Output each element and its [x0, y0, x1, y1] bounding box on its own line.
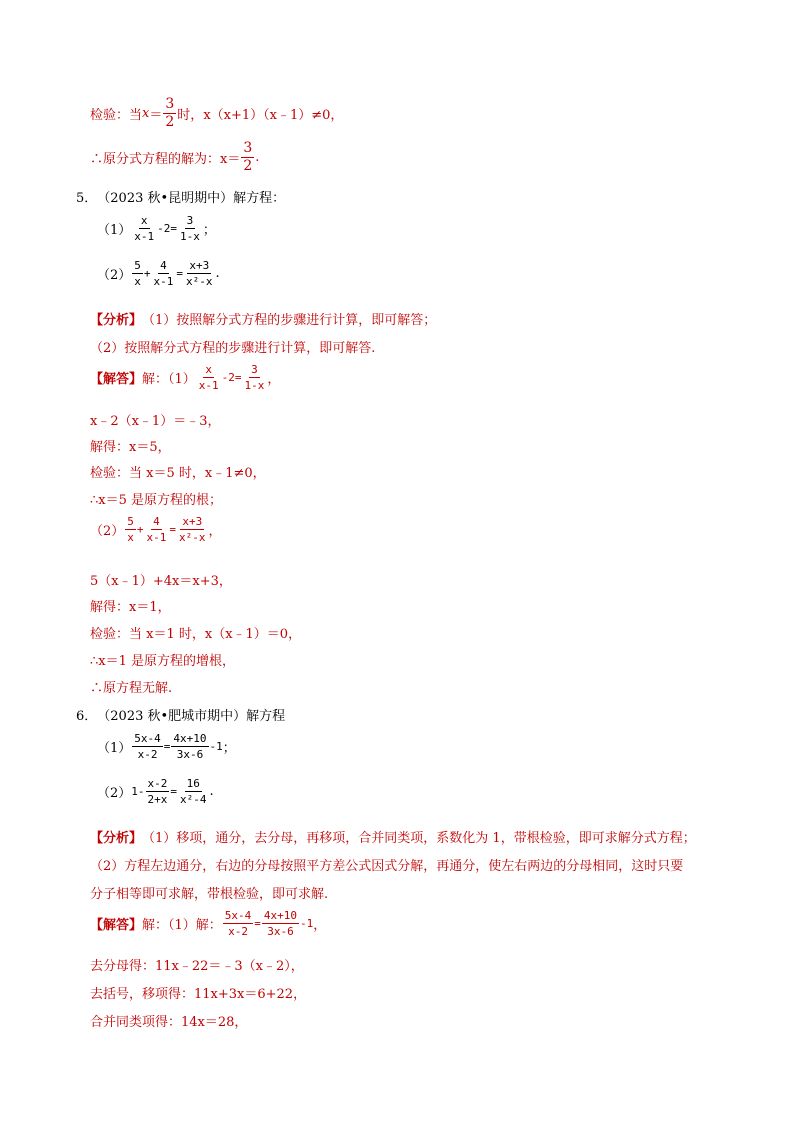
- answer-5-step-7: 5（x﹣1）+4x＝x+3，: [90, 574, 232, 589]
- question-6-title: 6． （2023 秋•肥城市期中）解方程: [76, 709, 286, 724]
- analysis-6-line-3: 分子相等即可求解，带根检验，即可求解.: [90, 887, 329, 902]
- solution-line: ∴原分式方程的解为： x＝ $\frac{3}{2}$ .: [90, 140, 260, 174]
- answer-5-step-5: ∴x＝5 是原方程的根；: [90, 493, 223, 508]
- analysis-5-line-2: （2）按照解分式方程的步骤进行计算，即可解答.: [90, 341, 376, 356]
- question-5-title: 5． （2023 秋•昆明期中）解方程：: [76, 191, 286, 206]
- check-line-1: 检验：当 x ＝ $\frac{3}{2}$ 时， x（x+1）（x﹣1）≠0，: [90, 96, 344, 130]
- question-5-part-1: （1） $\frac{x}{x-1}$ -2= $\frac{3}{1-x}$ ；: [97, 214, 216, 243]
- answer-6-step-1: 【解答】 解：（1）解： $\frac{5x-4}{x-2}$ = $\frac{4x+10}{3x-6}$ -1 ，: [90, 909, 327, 938]
- answer-5-step-11: ∴原方程无解.: [90, 681, 173, 696]
- analysis-6-line-1: 【分析】 （1）移项，通分，去分母，再移项，合并同类项，系数化为 1，带根检验，即可求解分式方程；: [90, 831, 696, 846]
- answer-6-step-2: 去分母得：11x﹣22＝﹣3（x﹣2），: [90, 959, 304, 974]
- question-5-part-2: （2） $\frac{5}{x}$ + $\frac{4}{x-1}$ = $\frac{x+3}{\text{x²-x}}$ .: [97, 259, 220, 288]
- answer-5-step-10: ∴x＝1 是原方程的增根，: [90, 654, 236, 669]
- answer-6-step-3: 去括号，移项得：11x+3x＝6+22，: [90, 987, 307, 1002]
- analysis-6-line-2: （2）方程左边通分，右边的分母按照平方差公式因式分解，再通分，使左右两边的分母相同，这时只要: [90, 859, 684, 874]
- answer-5-step-4: 检验：当 x＝5 时，x﹣1≠0，: [90, 466, 266, 481]
- analysis-5-line-1: 【分析】 （1）按照解分式方程的步骤进行计算，即可解答；: [90, 313, 437, 328]
- answer-5-step-8: 解得：x＝1，: [90, 600, 171, 615]
- answer-5-step-3: 解得：x＝5，: [90, 440, 171, 455]
- answer-5-step-6: （2） $\frac{5}{x}$ + $\frac{4}{x-1}$ = $\frac{x+3}{\text{x²-x}}$ ，: [90, 515, 222, 544]
- answer-6-step-4: 合并同类项得：14x＝28，: [90, 1015, 248, 1030]
- answer-5-step-9: 检验：当 x＝1 时，x（x﹣1）＝0，: [90, 627, 302, 642]
- answer-5-step-1: 【解答】 解：（1） $\frac{x}{x-1}$ -2= $\frac{3}{1-x}$ ，: [90, 363, 281, 392]
- question-6-part-2: （2） 1- $\frac{x-2}{2+x}$ = $\frac{16}{\text{x²-4}}$ .: [97, 777, 214, 806]
- answer-5-step-2: x﹣2（x﹣1）＝﹣3，: [90, 414, 221, 429]
- question-6-part-1: （1） $\frac{5x-4}{x-2}$ = $\frac{4x+10}{3x-6}$ -1 ；: [97, 732, 236, 761]
